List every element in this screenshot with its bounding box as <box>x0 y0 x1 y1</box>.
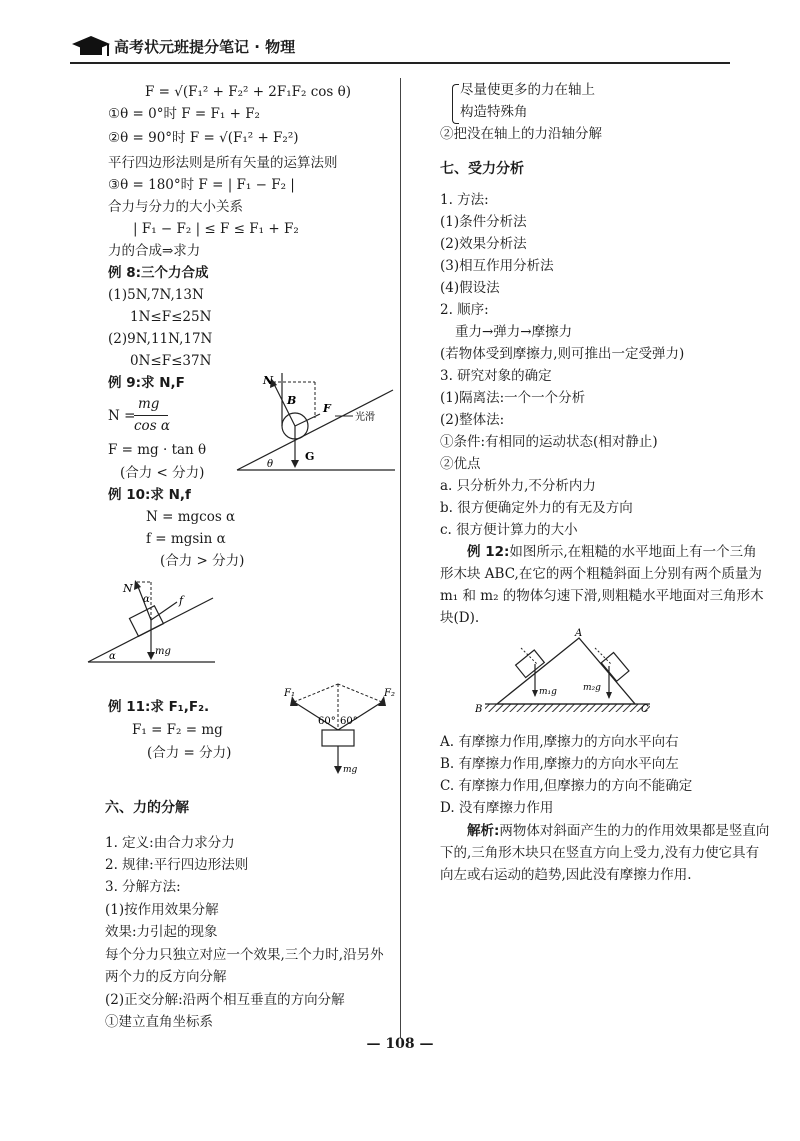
label-mg: mg <box>343 765 358 775</box>
ex8-case2: (2)9N,11N,17N <box>108 331 213 347</box>
label-N: N <box>263 374 274 387</box>
ex9-normal-den: cos α <box>134 418 171 434</box>
example-12-paragraph <box>440 541 770 629</box>
label-alpha-top: α <box>143 594 150 605</box>
whole-condition: ①条件:有相同的运动状态(相对静止) <box>440 434 658 450</box>
case-0-degree: ①θ = 0°时 F = F₁ + F₂ <box>108 106 260 122</box>
label-B: B <box>287 394 297 407</box>
label-angle-left: 60° <box>318 716 336 727</box>
label-theta: θ <box>267 459 274 470</box>
page-header <box>70 30 730 64</box>
example-11: 例 11:求 F₁,F₂. <box>108 699 210 715</box>
label-B: B <box>475 704 483 715</box>
tip-more-forces: 尽量使更多的力在轴上 <box>460 82 595 98</box>
whole-advantage: ②优点 <box>440 456 481 472</box>
effect-desc: 效果:力引起的现象 <box>105 924 218 940</box>
example-9: 例 9:求 N,F <box>108 375 185 391</box>
label-C: C <box>641 704 649 715</box>
label-G: G <box>305 450 315 463</box>
method-hypothesis: (4)假设法 <box>440 280 500 296</box>
label-f: f <box>179 594 184 607</box>
method-interaction: (3)相互作用分析法 <box>440 258 554 274</box>
header-rule <box>70 62 730 64</box>
ex8-range1: 1N≤F≤25N <box>130 309 212 325</box>
column-divider <box>400 78 401 1038</box>
orthogonal-item: (2)正交分解:沿两个相互垂直的方向分解 <box>105 992 345 1008</box>
relation-heading: 合力与分力的大小关系 <box>108 199 243 215</box>
hanging-block <box>322 730 354 746</box>
ex10-note: (合力 > 分力) <box>160 553 245 569</box>
label-N: N <box>123 582 133 595</box>
block <box>129 606 163 637</box>
advantage-a: a. 只分析外力,不分析内力 <box>440 478 596 494</box>
method-heading: 1. 方法: <box>440 192 489 208</box>
ex9-normal-num: mg <box>138 396 160 412</box>
ex10-normal: N = mgcos α <box>146 509 236 525</box>
option-c: C. 有摩擦力作用,但摩擦力的方向不能确定 <box>440 778 693 794</box>
figure-example-10 <box>85 572 220 667</box>
brace <box>452 84 459 124</box>
tip-decompose: ②把没在轴上的力沿轴分解 <box>440 126 602 142</box>
block-m2 <box>601 653 629 682</box>
figure-example-9 <box>225 368 400 478</box>
composition-note: 力的合成⇒求力 <box>108 243 201 259</box>
graduation-cap-icon <box>70 32 112 60</box>
label-F2: F₂ <box>384 688 395 699</box>
section-6-heading: 六、力的分解 <box>105 800 189 816</box>
formula-resultant: F = √(F₁² + F₂² + 2F₁F₂ cos θ) <box>145 84 352 100</box>
ex11-note: (合力 = 分力) <box>147 745 232 761</box>
label-A: A <box>575 628 583 639</box>
case-90-degree: ②θ = 90°时 F = √(F₁² + F₂²) <box>108 130 299 146</box>
figure-example-11 <box>280 682 400 777</box>
method-item: 3. 分解方法: <box>105 879 181 895</box>
isolation-method: (1)隔离法:一个一个分析 <box>440 390 586 406</box>
label-m2g: m₂g <box>583 683 601 693</box>
label-F: F <box>323 402 331 415</box>
figure-example-12 <box>475 626 660 718</box>
ex8-case1: (1)5N,7N,13N <box>108 287 204 303</box>
option-b: B. 有摩擦力作用,摩擦力的方向水平向左 <box>440 756 679 772</box>
ex9-force: F = mg · tan θ <box>108 442 207 458</box>
analysis-text: 两物体对斜面产生的力的作用效果都是竖直向下的,三角形木块只在竖直方向上受力,没有力使它具有向左或右运动的趋势,因此没有摩擦力作用. <box>440 823 770 883</box>
label-m1g: m₁g <box>539 687 557 697</box>
ex9-normal-lhs: N = <box>108 408 136 424</box>
method-effect: (2)效果分析法 <box>440 236 527 252</box>
label-alpha-bottom: α <box>109 651 116 662</box>
ex9-note: (合力 < 分力) <box>120 465 205 481</box>
example-12-label: 例 12: <box>467 544 510 560</box>
analysis-paragraph <box>440 820 770 886</box>
ex10-friction: f = mgsin α <box>146 531 226 547</box>
def-item: 1. 定义:由合力求分力 <box>105 835 235 851</box>
triangle-block <box>497 638 635 704</box>
label-F1: F₁ <box>284 688 295 699</box>
block-m1 <box>516 650 545 678</box>
order-sequence: 重力→弹力→摩擦力 <box>455 324 573 340</box>
rough-ground <box>485 704 650 712</box>
whole-method: (2)整体法: <box>440 412 505 428</box>
coordinate-item: ①建立直角坐标系 <box>105 1014 213 1030</box>
ex8-range2: 0N≤F≤37N <box>130 353 212 369</box>
friction-arrow <box>151 602 177 620</box>
advantage-b: b. 很方便确定外力的有无及方向 <box>440 500 633 516</box>
label-smooth: 光滑 <box>355 412 375 423</box>
option-d: D. 没有摩擦力作用 <box>440 800 554 816</box>
section-7-heading: 七、受力分析 <box>440 161 524 177</box>
effect-paragraph: 每个分力只独立对应一个效果,三个力时,沿另外两个力的反方向分解 <box>105 947 384 985</box>
order-heading: 2. 顺序: <box>440 302 489 318</box>
advantage-c: c. 很方便计算力的大小 <box>440 522 578 538</box>
ex11-result: F₁ = F₂ = mg <box>132 722 223 738</box>
header-title: 高考状元班提分笔记 · 物理 <box>114 38 296 56</box>
example-12-text: 如图所示,在粗糙的水平地面上有一个三角形木块 ABC,在它的两个粗糙斜面上分别有两个质量为 m₁ 和 m₂ 的物体匀速下滑,则粗糙水平地面对三角形木块(D). <box>440 544 764 626</box>
parallelogram-rule: 平行四边形法则是所有矢量的运算法则 <box>108 155 338 171</box>
object-heading: 3. 研究对象的确定 <box>440 368 552 384</box>
label-angle-right: 60° <box>340 716 358 727</box>
method-effect: (1)按作用效果分解 <box>105 902 219 918</box>
case-180-degree: ③θ = 180°时 F = | F₁ − F₂ | <box>108 177 295 193</box>
rule-item: 2. 规律:平行四边形法则 <box>105 857 249 873</box>
order-note: (若物体受到摩擦力,则可推出一定受弹力) <box>440 346 685 362</box>
page-number: — 108 — <box>366 1036 434 1052</box>
example-10: 例 10:求 N,f <box>108 487 191 503</box>
option-a: A. 有摩擦力作用,摩擦力的方向水平向右 <box>440 734 679 750</box>
example-8: 例 8:三个力合成 <box>108 265 209 281</box>
label-mg: mg <box>155 646 171 657</box>
method-condition: (1)条件分析法 <box>440 214 527 230</box>
relation-inequality: | F₁ − F₂ | ≤ F ≤ F₁ + F₂ <box>133 221 299 237</box>
analysis-label: 解析: <box>467 823 500 839</box>
tip-special-angle: 构造特殊角 <box>460 104 528 120</box>
